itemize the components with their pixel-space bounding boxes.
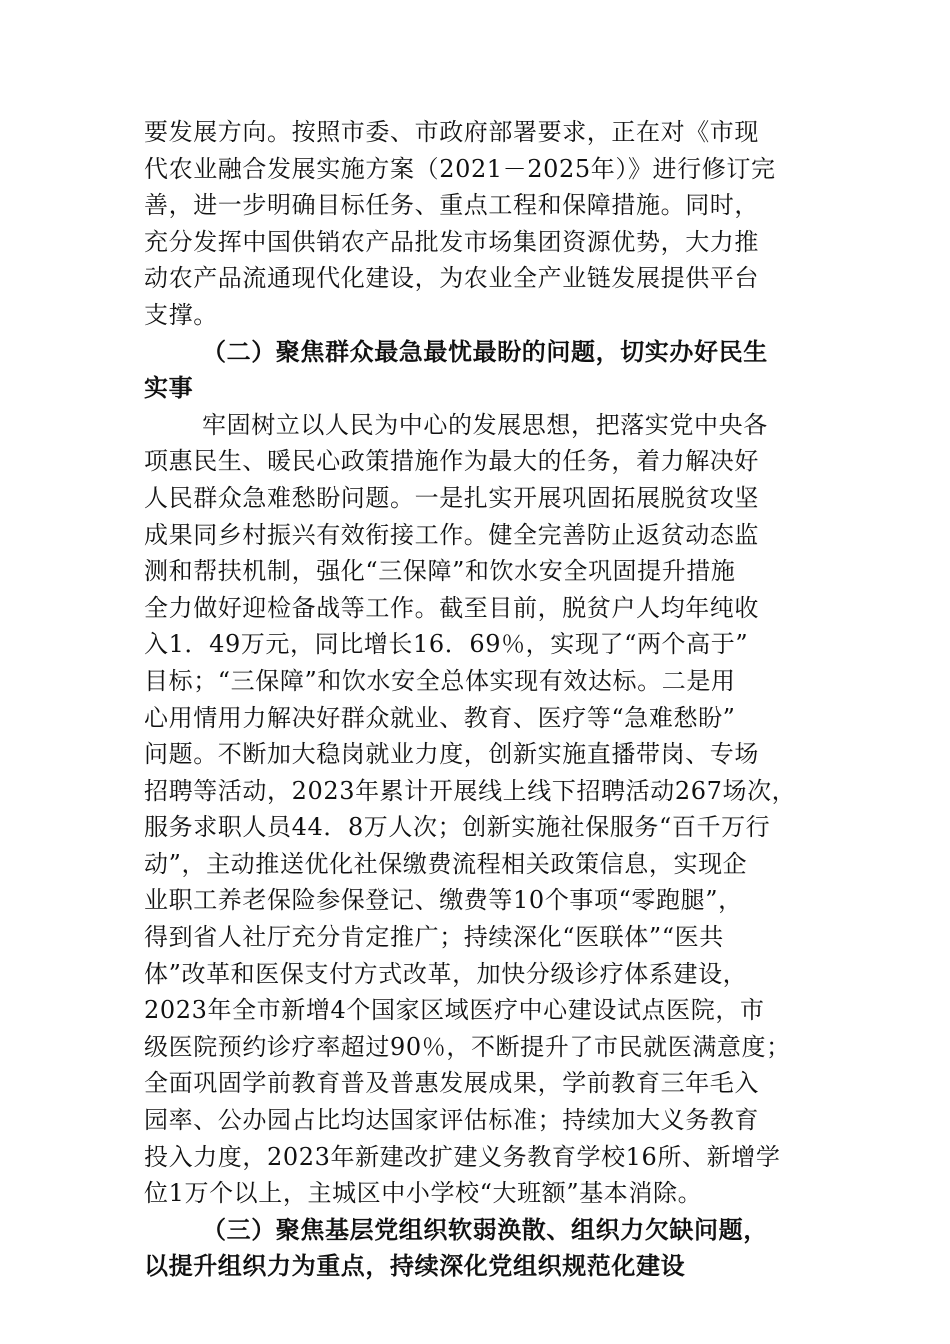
text-line: 充分发挥中国供销农产品批发市场集团资源优势，大力推 (144, 227, 759, 256)
document-page (144, 114, 806, 1285)
text-line: 动”，主动推送优化社保缴费流程相关政策信息，实现企 (144, 849, 748, 878)
text-line: 目标；“三保障”和饮水安全总体实现有效达标。二是用 (144, 666, 736, 695)
section-heading-2 (144, 334, 806, 407)
heading-line: （二）聚焦群众最急最忧最盼的问题，切实办好民生 (202, 336, 768, 366)
text-line: 全面巩固学前教育普及普惠发展成果，学前教育三年毛入 (144, 1069, 759, 1098)
text-line: 入1．49万元，同比增长16．69％，实现了“两个高于” (144, 630, 749, 659)
text-line: 业职工养老保险参保登记、缴费等10个事项“零跑腿”， (144, 886, 743, 915)
text-line: 位1万个以上，主城区中小学校“大班额”基本消除。 (144, 1179, 703, 1208)
text-line: 服务求职人员44．8万人次；创新实施社保服务“百千万行 (144, 813, 771, 842)
text-line: 得到省人社厅充分肯定推广；持续深化“医联体”“医共 (144, 923, 724, 952)
text-line: 代农业融合发展实施方案（2021－2025年）》进行修订完 (144, 154, 776, 183)
text-line: 项惠民生、暖民心政策措施作为最大的任务，着力解决好 (144, 447, 759, 476)
text-line: 招聘等活动，2023年累计开展线上线下招聘活动267场次， (144, 776, 797, 805)
text-line: 心用情用力解决好群众就业、教育、医疗等“急难愁盼” (144, 703, 736, 732)
text-line: 级医院预约诊疗率超过90％，不断提升了市民就医满意度； (144, 1032, 791, 1061)
text-line: 测和帮扶机制，强化“三保障”和饮水安全巩固提升措施 (144, 557, 736, 586)
heading-line: 实事 (144, 373, 194, 403)
section-heading-3 (144, 1212, 806, 1285)
text-line: 园率、公办园占比均达国家评估标准；持续加大义务教育 (144, 1106, 759, 1135)
paragraph-rural-development (144, 114, 806, 334)
heading-line: （三）聚焦基层党组织软弱涣散、组织力欠缺问题， (202, 1214, 768, 1244)
text-line: 2023年全市新增4个国家区域医疗中心建设试点医院，市 (144, 996, 765, 1025)
text-line: 支撑。 (144, 300, 218, 329)
text-line: 要发展方向。按照市委、市政府部署要求，正在对《市现 (144, 118, 759, 146)
text-line: 善，进一步明确目标任务、重点工程和保障措施。同时， (144, 191, 759, 220)
text-line: 问题。不断加大稳岗就业力度，创新实施直播带岗、专场 (144, 740, 759, 769)
text-line: 全力做好迎检备战等工作。截至目前，脱贫户人均年纯收 (144, 593, 759, 622)
text-line: 体”改革和医保支付方式改革，加快分级诊疗体系建设， (144, 959, 748, 988)
paragraph-livelihood (144, 407, 806, 1212)
text-line: 投入力度，2023年新建改扩建义务教育学校16所、新增学 (144, 1142, 781, 1171)
text-line: 动农产品流通现代化建设，为农业全产业链发展提供平台 (144, 264, 759, 293)
heading-line: 以提升组织力为重点，持续深化党组织规范化建设 (144, 1251, 686, 1281)
text-line: 牢固树立以人民为中心的发展思想，把落实党中央各 (202, 410, 768, 439)
text-line: 人民群众急难愁盼问题。一是扎实开展巩固拓展脱贫攻坚 (144, 483, 759, 512)
text-line: 成果同乡村振兴有效衔接工作。健全完善防止返贫动态监 (144, 520, 759, 549)
